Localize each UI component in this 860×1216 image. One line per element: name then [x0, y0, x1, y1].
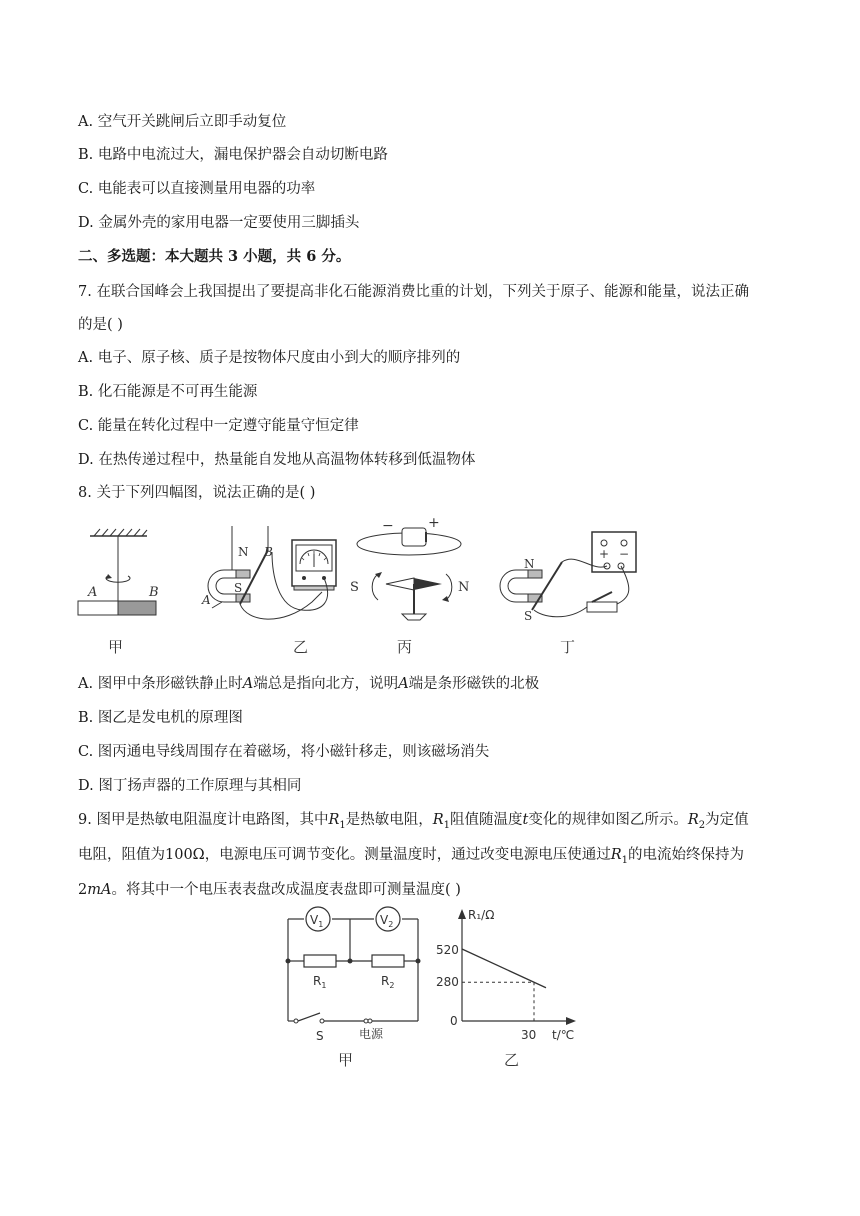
svg-text:R2: $R_2$ [381, 974, 395, 990]
q8-option-a: A. 图甲中条形磁铁静止时A端总是指向北方，说明A端是条形磁铁的北极 [78, 676, 540, 692]
ytick-280: 280 [436, 975, 459, 989]
source-label: 电源 [359, 1027, 384, 1041]
bing-pole-n: N [458, 580, 470, 595]
q6-option-a: A. 空气开关跳闸后立即手动复位 [78, 114, 287, 130]
q7-option-b: B. 化石能源是不可再生能源 [78, 384, 258, 400]
ytick-520: 520 [436, 943, 459, 957]
q9-graph [430, 905, 590, 1075]
q9-stem-line3: 2mA。将其中一个电压表表盘改成温度表盘即可测量温度( ) [78, 882, 461, 898]
q9-stem-line1: 9. 图甲是热敏电阻温度计电路图，其中$R_1$是热敏电阻，$R_1$阻值随温度t变化的规律如图乙所示。$R_2$为定值 [78, 812, 749, 831]
bing-pole-s: S [350, 580, 359, 595]
q7-stem-line1: 7. 在联合国峰会上我国提出了要提高非化石能源消费比重的计划，下列关于原子、能源和能量，说法正确 [78, 284, 749, 300]
q6-option-b: B. 电路中电流过大，漏电保护器会自动切断电路 [78, 147, 388, 163]
q8-option-b: B. 图乙是发电机的原理图 [78, 710, 243, 726]
ding-minus: − [619, 547, 630, 561]
figure-yi-label: 乙 [504, 1051, 520, 1069]
yi-end-a: A [202, 593, 211, 607]
figure-ding [500, 532, 636, 656]
q8-figure [72, 512, 672, 662]
origin-label: 0 [450, 1014, 458, 1028]
svg-text:V2: $V_2$ [380, 913, 394, 929]
svg-text:V1: $V_1$ [310, 913, 324, 929]
svg-text:R1: $R_1$ [313, 974, 327, 990]
r2-label: R [381, 974, 390, 988]
switch-label: S [316, 1029, 324, 1043]
graph-ylabel: R₁/Ω [468, 908, 495, 922]
yi-end-b: B [264, 545, 273, 559]
q7-option-a: A. 电子、原子核、质子是按物体尺度由小到大的顺序排列的 [78, 350, 461, 366]
v2-label: V [380, 913, 389, 927]
figure-jia-label: 甲 [108, 638, 124, 656]
ding-plus: + [599, 547, 610, 561]
q8-stem: 8. 关于下列四幅图，说法正确的是( ) [78, 485, 316, 501]
figure-bing [350, 515, 469, 656]
figure-yi-label: 乙 [293, 638, 309, 656]
figure-jia [78, 529, 159, 656]
jia-end-b: B [149, 585, 159, 600]
yi-pole-s: S [234, 581, 243, 595]
v1-label: V [310, 913, 319, 927]
q7-stem-line2: 的是( ) [78, 317, 123, 333]
xtick-30: 30 [521, 1028, 537, 1042]
ding-pole-s: S [524, 609, 533, 623]
r1-label: R [313, 974, 322, 988]
figure-ding-label: 丁 [560, 638, 576, 656]
q7-option-d: D. 在热传递过程中，热量能自发地从高温物体转移到低温物体 [78, 452, 476, 468]
jia-end-a: A [88, 585, 98, 600]
ding-pole-n: N [524, 557, 535, 571]
graph-xlabel: t/℃ [552, 1028, 575, 1042]
q9-circuit [280, 905, 430, 1075]
figure-jia-label: 甲 [338, 1051, 354, 1069]
figure-bing-label: 丙 [397, 638, 413, 656]
q6-option-d: D. 金属外壳的家用电器一定要使用三脚插头 [78, 215, 360, 231]
bing-minus: − [382, 518, 394, 534]
q9-stem-line2: 电阻，阻值为100Ω，电源电压可调节变化。测量温度时，通过改变电源电压使通过$R_1$的电流始终保持为 [78, 847, 744, 866]
section-heading: 二、多选题：本大题共 3 小题，共 6 分。 [78, 248, 351, 265]
yi-pole-n: N [238, 545, 249, 559]
figure-yi [201, 526, 336, 656]
q7-option-c: C. 能量在转化过程中一定遵守能量守恒定律 [78, 418, 359, 434]
q8-option-c: C. 图丙通电导线周围存在着磁场，将小磁针移走，则该磁场消失 [78, 744, 490, 760]
q8-option-d: D. 图丁扬声器的工作原理与其相同 [78, 778, 302, 794]
q6-option-c: C. 电能表可以直接测量用电器的功率 [78, 181, 316, 197]
bing-plus: + [428, 515, 440, 531]
